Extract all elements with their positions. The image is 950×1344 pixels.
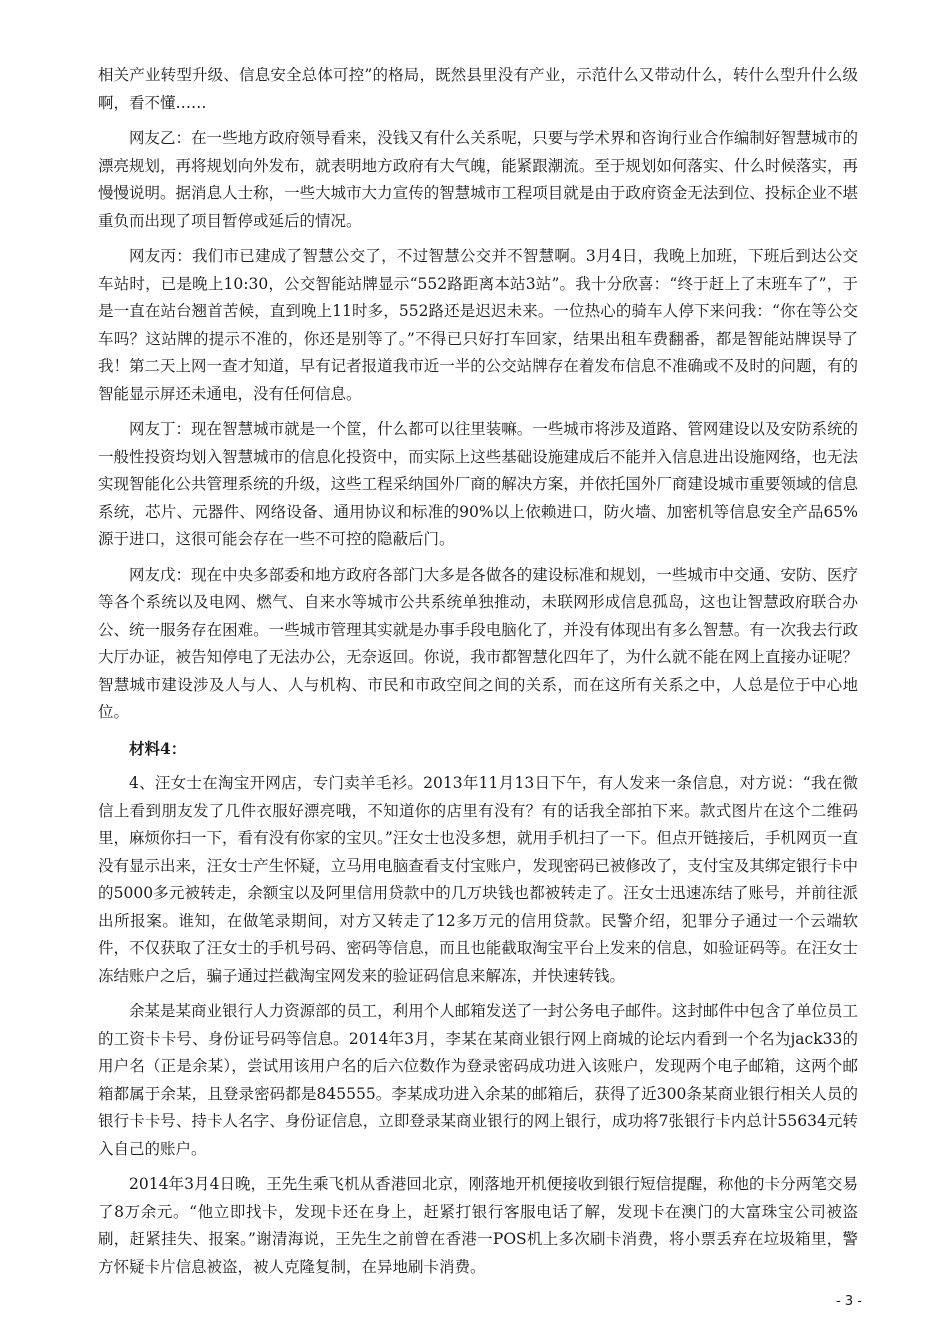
paragraph-case-wang: 4、汪女士在淘宝开网店，专门卖羊毛衫。2013年11月13日下午，有人发来一条信息，对方说：“我在微信上看到朋友发了几件衣服好漂亮哦，不知道你的店里有没有？有的话我全部拍下来。款式图片在这个二维码里，麻烦你扫一下，看有没有你家的宝贝。”汪女士也没多想，就用手机扫了一下。但点开链接后，手机网页一直没有显示出来，汪女士产生怀疑，立马用电脑查看支付宝账户，发现密码已被修改了，支付宝及其绑定银行卡中的5000多元被转走，余额宝以及阿里信用贷款中的几万块钱也都被转走了。汪女士迅速冻结了账号，并前往派出所报案。谁知，在做笔录期间，对方又转走了12多万元的信用贷款。民警介绍，犯罪分子通过一个云端软件，不仅获取了汪女士的手机号码、密码等信息，而且也能截取淘宝平台上发来的信息，如验证码等。在汪女士冻结账户之后，骗子通过拦截淘宝网发来的验证码信息来解冻，并快速转钱。 — [98, 774, 858, 985]
paragraph-continuation: 相关产业转型升级、信息安全总体可控”的格局，既然县里没有产业，示范什么又带动什么，转什么型升什么级啊，看不懂…… — [98, 66, 858, 112]
paragraph-case-yu: 余某是某商业银行人力资源部的员工，利用个人邮箱发送了一封公务电子邮件。这封邮件中包含了单位员工的工资卡卡号、身份证号码等信息。2014年3月，李某在某商业银行网上商城的论坛内看到一个名为jack33的用户名（正是余某），尝试用该用户名的后六位数作为登录密码成功进入该账户，发现两个电子邮箱，这两个邮箱都属于余某，且登录密码都是845555。李某成功进入余某的邮箱后，获得了近300条某商业银行相关人员的银行卡卡号、持卡人名字、身份证信息，立即登录某商业银行的网上银行，成功将7张银行卡内总计55634元转入自己的账户。 — [98, 1002, 858, 1158]
paragraph-netizen-d: 网友丁：现在智慧城市就是一个筐，什么都可以往里装嘛。一些城市将涉及道路、管网建设以及安防系统的一般性投资均划入智慧城市的信息化投资中，而实际上这些基础设施建成后不能并入信息进出设施网络，也无法实现智能化公共管理系统的升级，这些工程采纳国外厂商的解决方案，并依托国外厂商建设城市重要领域的信息系统，芯片、元器件、网络设备、通用协议和标准的90%以上依赖进口，防火墙、加密机等信息安全产品65%源于进口，这很可能会存在一些不可控的隐蔽后门。 — [98, 420, 858, 548]
paragraph-netizen-e: 网友戊：现在中央多部委和地方政府各部门大多是各做各的建设标准和规划，一些城市中交通、安防、医疗等各个系统以及电网、燃气、自来水等城市公共系统单独推动，未联网形成信息孤岛，这也让智慧政府联合办公、统一服务存在困难。一些城市管理其实就是办事手段电脑化了，并没有体现出有多么智慧。有一次我去行政大厅办证，被告知停电了无法办公，无奈返回。你说，我市都智慧化四年了，为什么就不能在网上直接办证呢？智慧城市建设涉及人与人、人与机构、市民和市政空间之间的关系，而在这所有关系之中，人总是位于中心地位。 — [98, 565, 858, 721]
section-heading-material-4: 材料4： — [129, 738, 187, 758]
document-body — [98, 62, 858, 1289]
paragraph-case-mr-wang: 2014年3月4日晚，王先生乘飞机从香港回北京，刚落地开机便接收到银行短信提醒，称他的卡分两笔交易了8万余元。“他立即找卡，发现卡还在身上，赶紧打银行客服电话了解，发现卡在澳门的大富珠宝公司被盗刷，赶紧挂失、报案。”谢清海说，王先生之前曾在香港一POS机上多次刷卡消费，将小票丢弃在垃圾箱里，警方怀疑卡片信息被盗，被人克隆复制，在异地刷卡消费。 — [98, 1175, 858, 1276]
paragraph-netizen-b: 网友乙：在一些地方政府领导看来，没钱又有什么关系呢，只要与学术界和咨询行业合作编制好智慧城市的漂亮规划，再将规划向外发布，就表明地方政府有大气魄，能紧跟潮流。至于规划如何落实、什么时候落实，再慢慢说明。据消息人士称，一些大城市大力宣传的智慧城市工程项目就是由于政府资金无法到位、投标企业不堪重负而出现了项目暂停或延后的情况。 — [98, 129, 858, 230]
page-number: - 3 - — [836, 1294, 862, 1309]
paragraph-netizen-c: 网友丙：我们市已建成了智慧公交了，不过智慧公交并不智慧啊。3月4日，我晚上加班，下班后到达公交车站时，已是晚上10:30，公交智能站牌显示“552路距离本站3站”。我十分欣喜：“终于赶上了末班车了”，于是一直在站台翘首苦候，直到晚上11时多，552路还是迟迟未来。一位热心的骑车人停下来问我：“你在等公交车吗？这站牌的提示不准的，你还是别等了。”不得已只好打车回家，结果出租车费翻番，都是智能站牌误导了我！第二天上网一查才知道，早有记者报道我市近一半的公交站牌存在着发布信息不准确或不及时的问题，有的智能显示屏还未通电，没有任何信息。 — [98, 247, 858, 403]
